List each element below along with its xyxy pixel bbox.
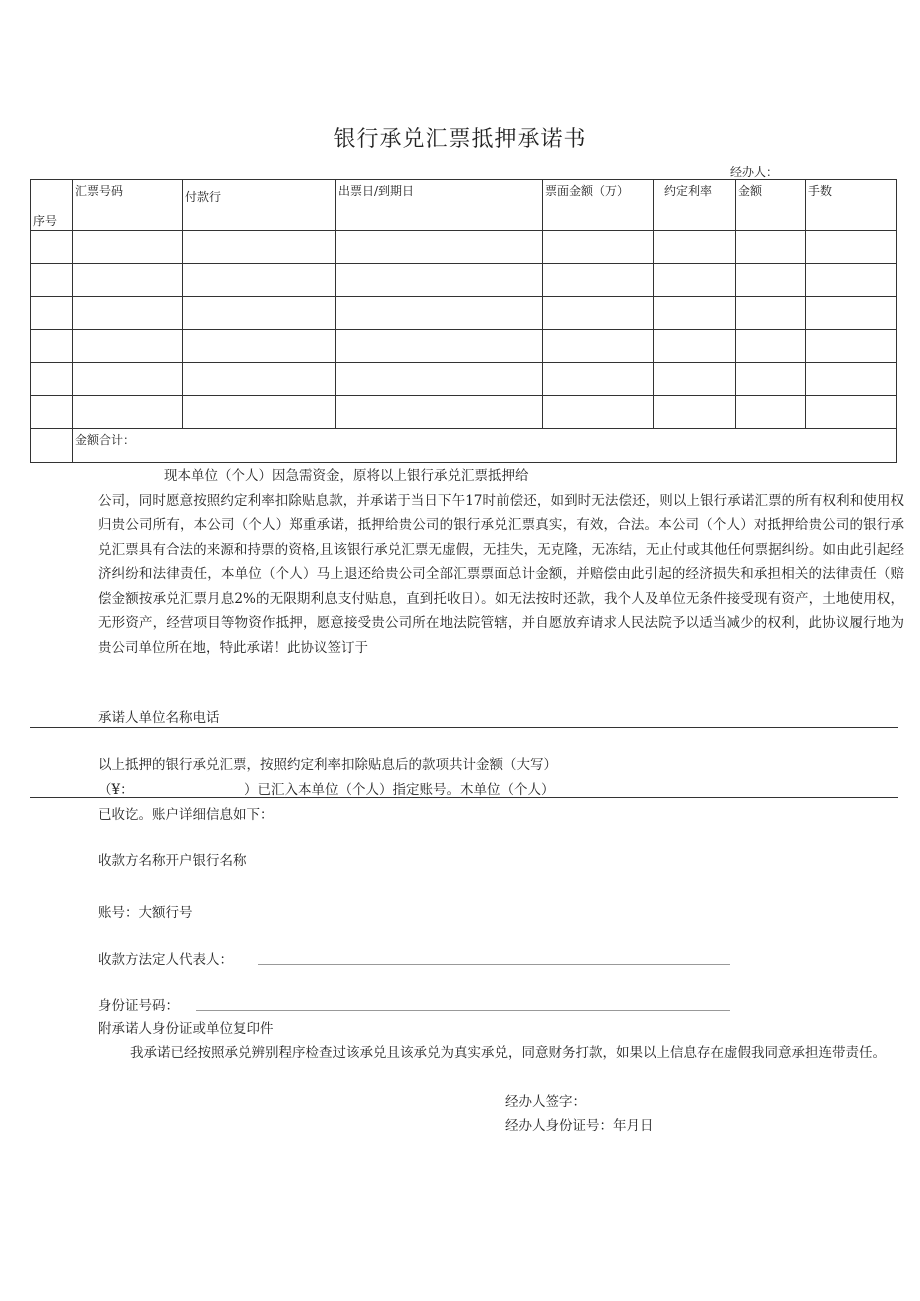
table-cell — [654, 396, 736, 429]
promisor-info: 承诺人单位名称电话 — [98, 710, 220, 726]
table-cell — [336, 330, 543, 363]
header-face — [543, 180, 654, 231]
header-rate-label: 约定利率 — [664, 184, 713, 198]
table-cell — [543, 297, 654, 330]
document-title: 银行承兑汇票抵押承诺书 — [333, 127, 587, 152]
handler-label: 经办人： — [730, 165, 779, 179]
payment-statement-line1: 以上抵押的银行承兑汇票，按照约定利率扣除贴息后的款项共计金额（大写） — [98, 757, 557, 773]
table-cell — [736, 363, 806, 396]
table-cell — [336, 231, 543, 264]
table-cell — [73, 330, 183, 363]
table-cell — [73, 231, 183, 264]
table-cell — [31, 363, 73, 396]
table-cell — [543, 363, 654, 396]
table-cell — [73, 363, 183, 396]
header-bill-no-label: 汇票号码 — [75, 184, 124, 198]
table-cell — [336, 396, 543, 429]
table-row — [31, 363, 897, 396]
legal-representative-label: 收款方法定人代表人： — [98, 952, 233, 968]
table-cell — [543, 264, 654, 297]
header-dates — [336, 180, 543, 231]
header-payer-label: 付款行 — [185, 190, 222, 204]
table-cell — [806, 264, 897, 297]
signer-id-date-label: 经办人身份证号：年月日 — [505, 1118, 654, 1134]
table-cell — [31, 396, 73, 429]
table-row — [31, 297, 897, 330]
table-cell — [183, 396, 336, 429]
confirmation-text: 我承诺已经按照承兑辨别程序检查过该承兑且该承兑为真实承兑，同意财务打款，如果以上信息存在虚假我同意承担连带责任。 — [130, 1045, 886, 1061]
total-cell — [73, 429, 897, 463]
table-cell — [806, 297, 897, 330]
table-cell — [31, 330, 73, 363]
table-cell — [31, 297, 73, 330]
table-cell — [543, 231, 654, 264]
table-cell — [73, 264, 183, 297]
table-cell — [183, 330, 336, 363]
table-cell — [336, 363, 543, 396]
table-cell — [543, 330, 654, 363]
header-bill-no — [73, 180, 183, 231]
table-row — [31, 330, 897, 363]
id-number-field-line — [196, 1010, 730, 1011]
table-cell — [73, 396, 183, 429]
table-cell — [806, 363, 897, 396]
commitment-paragraph — [98, 464, 904, 660]
table-cell — [183, 264, 336, 297]
table-cell — [654, 330, 736, 363]
header-seq — [31, 180, 73, 231]
header-fee-label: 手数 — [808, 184, 833, 198]
legal-representative-field-line — [258, 964, 730, 965]
table-row — [31, 231, 897, 264]
table-cell — [654, 297, 736, 330]
divider — [30, 727, 898, 728]
commitment-body: 公司，同时愿意按照约定利率扣除贴息款，并承诺于当日下午17时前偿还，如到时无法偿还，则以上银行承诺汇票的所有权利和使用权归贵公司所有，本公司（个人）郑重承诺，抵押给贵公司的银行承兑汇票真实，有效，合法。本公司（个人）对抵押给贵公司的银行承兑汇票具有合法的来源和持票的资格,且该银行承兑汇票无虚假，无挂失，无克隆，无冻结，无止付或其他任何票据纠纷。如由此引起经济纠纷和法律责任，本单位（个人）马上退还给贵公司全部汇票票面总计金额，并赔偿由此引起的经济损失和承担相关的法律责任（赔偿金额按承兑汇票月息2%的无限期利息支付贴息，直到托收日）。如无法按时还款，我个人及单位无条件接受现有资产，土地使用权，无形资产，经营项目等物资作抵押，愿意接受贵公司所在地法院管辖，并自愿放弃请求人民法院予以适当减少的权利，此协议履行地为贵公司单位所在地，特此承诺！此协议签订于 — [98, 492, 904, 656]
table-cell — [806, 231, 897, 264]
table-cell — [336, 297, 543, 330]
table-header-row — [31, 180, 897, 231]
table-cell — [736, 297, 806, 330]
table-cell — [183, 363, 336, 396]
table-cell — [183, 231, 336, 264]
bill-table — [30, 179, 897, 463]
table-cell — [336, 264, 543, 297]
header-face-label: 票面金额（万） — [545, 184, 630, 198]
header-amount-label: 金额 — [738, 184, 763, 198]
table-cell — [31, 231, 73, 264]
header-rate — [654, 180, 736, 231]
divider — [30, 797, 898, 798]
table-cell — [736, 264, 806, 297]
header-fee — [806, 180, 897, 231]
header-dates-label: 出票日/到期日 — [338, 184, 415, 198]
header-payer — [183, 180, 336, 231]
payment-statement-line2: ）已汇入本单位（个人）指定账号。木单位（个人） — [244, 782, 555, 798]
table-cell — [654, 264, 736, 297]
header-amount — [736, 180, 806, 231]
payment-statement-amount-prefix: （¥： — [98, 782, 134, 798]
table-cell — [806, 396, 897, 429]
table-cell — [736, 330, 806, 363]
table-cell — [31, 429, 73, 463]
attachment-note: 附承诺人身份证或单位复印件 — [98, 1021, 274, 1037]
table-cell — [654, 231, 736, 264]
table-cell — [736, 396, 806, 429]
table-cell — [736, 231, 806, 264]
header-seq-label: 序号 — [33, 214, 58, 228]
payee-name-label: 收款方名称开户银行名称 — [98, 853, 247, 869]
id-number-label: 身份证号码： — [98, 998, 179, 1014]
confirmation-paragraph — [98, 1041, 904, 1066]
table-cell — [183, 297, 336, 330]
table-cell — [654, 363, 736, 396]
table-cell — [806, 330, 897, 363]
signature-label: 经办人签字： — [505, 1094, 586, 1110]
table-cell — [543, 396, 654, 429]
table-row — [31, 264, 897, 297]
table-row — [31, 396, 897, 429]
total-label: 金额合计： — [75, 433, 136, 447]
account-number-label: 账号：大额行号 — [98, 905, 193, 921]
payment-statement-line3: 已收讫。账户详细信息如下： — [98, 807, 274, 823]
table-cell — [31, 264, 73, 297]
table-cell — [73, 297, 183, 330]
commitment-lead: 现本单位（个人）因急需资金，原将以上银行承兑汇票抵押给 — [164, 468, 529, 484]
table-total-row — [31, 429, 897, 463]
